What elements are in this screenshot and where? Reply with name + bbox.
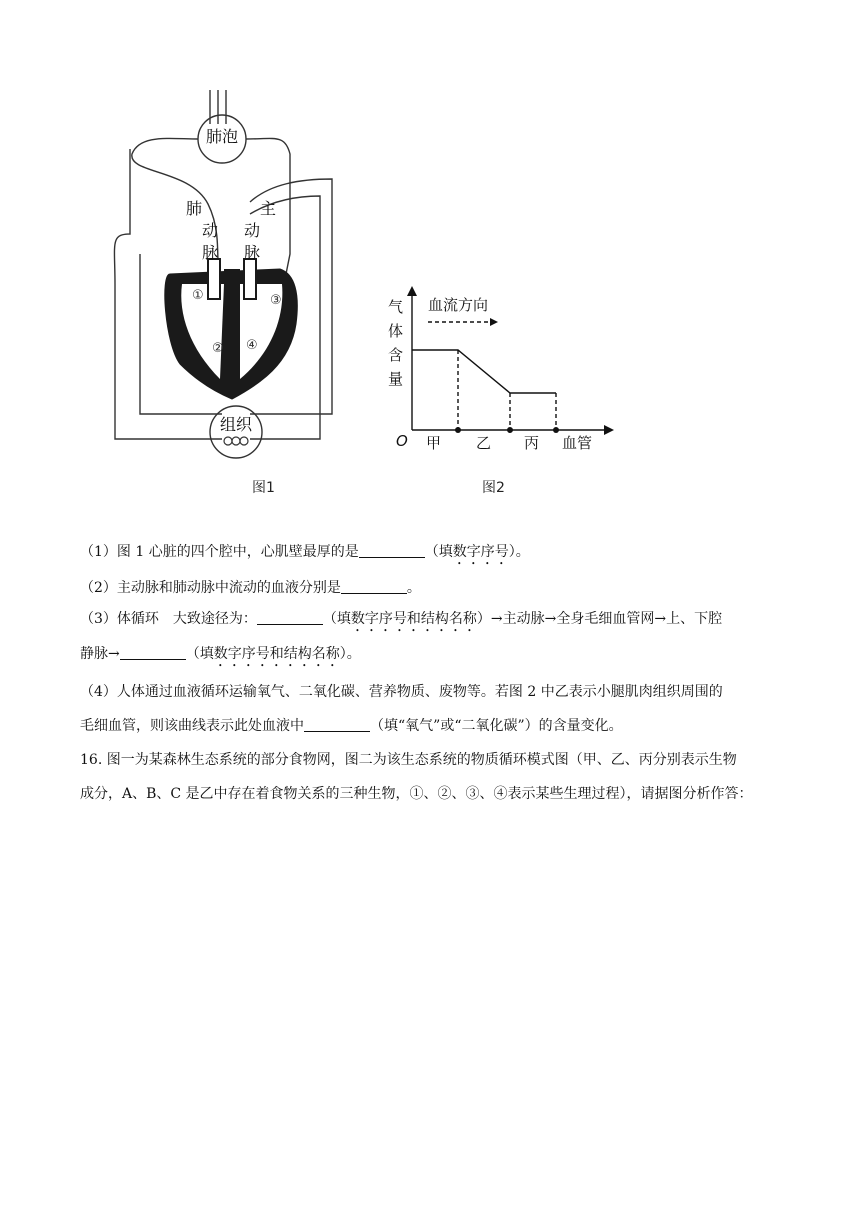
aorta-char-2: 动	[244, 221, 261, 240]
chamber-4-label: ④	[246, 338, 258, 353]
y-label-char-3: 含	[388, 346, 404, 364]
y-label-char-2: 体	[388, 322, 404, 340]
question-16-line-2: 成分，A、B、C 是乙中存在着食物关系的三种生物，①、②、③、④表示某些生理过程），请据图分析作答：	[80, 786, 753, 802]
figure-1-caption: 图1	[252, 480, 275, 496]
x-category-jia: 甲	[426, 434, 442, 452]
figure-2-gas-content-chart	[380, 280, 620, 500]
answer-blank[interactable]	[257, 610, 323, 625]
pulmonary-artery-char-1: 肺	[186, 199, 203, 218]
answer-blank[interactable]	[359, 543, 425, 558]
tissue-label: 组织	[220, 415, 253, 434]
answer-blank[interactable]	[341, 579, 407, 594]
y-label-char-1: 气	[388, 298, 404, 316]
question-16-line-1: 16. 图一为某森林生态系统的部分食物网，图二为该生态系统的物质循环模式图（甲、乙、丙分别表示生物	[80, 752, 737, 768]
chamber-1-label: ①	[192, 288, 204, 303]
answer-blank[interactable]	[304, 717, 370, 732]
origin-label: O	[396, 432, 408, 450]
alveolus-label: 肺泡	[206, 127, 239, 146]
question-2: （2）主动脉和肺动脉中流动的血液分别是 。	[80, 580, 421, 596]
chamber-3-label: ③	[270, 293, 282, 308]
question-1: （1）图 1 心脏的四个腔中，心肌壁最厚的是 （填数字序号）。	[80, 544, 530, 560]
blood-flow-direction-label: 血流方向	[428, 296, 489, 314]
question-4-line-2: 毛细血管，则该曲线表示此处血液中 （填“氧气”或“二氧化碳”）的含量变化。	[80, 718, 623, 734]
figure-1-circulation-diagram	[100, 84, 360, 504]
pulmonary-artery-char-2: 动	[202, 221, 219, 240]
aorta-char-3: 脉	[244, 243, 261, 262]
aorta-char-1: 主	[260, 199, 277, 218]
x-axis-label: 血管	[562, 434, 593, 452]
chamber-2-label: ②	[212, 341, 224, 356]
question-4-line-1: （4）人体通过血液循环运输氧气、二氧化碳、营养物质、废物等。若图 2 中乙表示小腿肌肉组织周围的	[80, 684, 723, 700]
pulmonary-artery-char-3: 脉	[202, 243, 219, 262]
figure-2-caption: 图2	[482, 480, 505, 496]
x-category-yi: 乙	[476, 434, 492, 452]
question-3-line-2: 静脉→ （填数字序号和结构名称）。	[80, 646, 361, 662]
answer-blank[interactable]	[120, 645, 186, 660]
x-category-bing: 丙	[524, 434, 540, 452]
y-label-char-4: 量	[388, 370, 404, 388]
question-3-line-1: （3）体循环 大致途径为： （填数字序号和结构名称）→主动脉→全身毛细血管网→上、下腔	[80, 611, 723, 627]
